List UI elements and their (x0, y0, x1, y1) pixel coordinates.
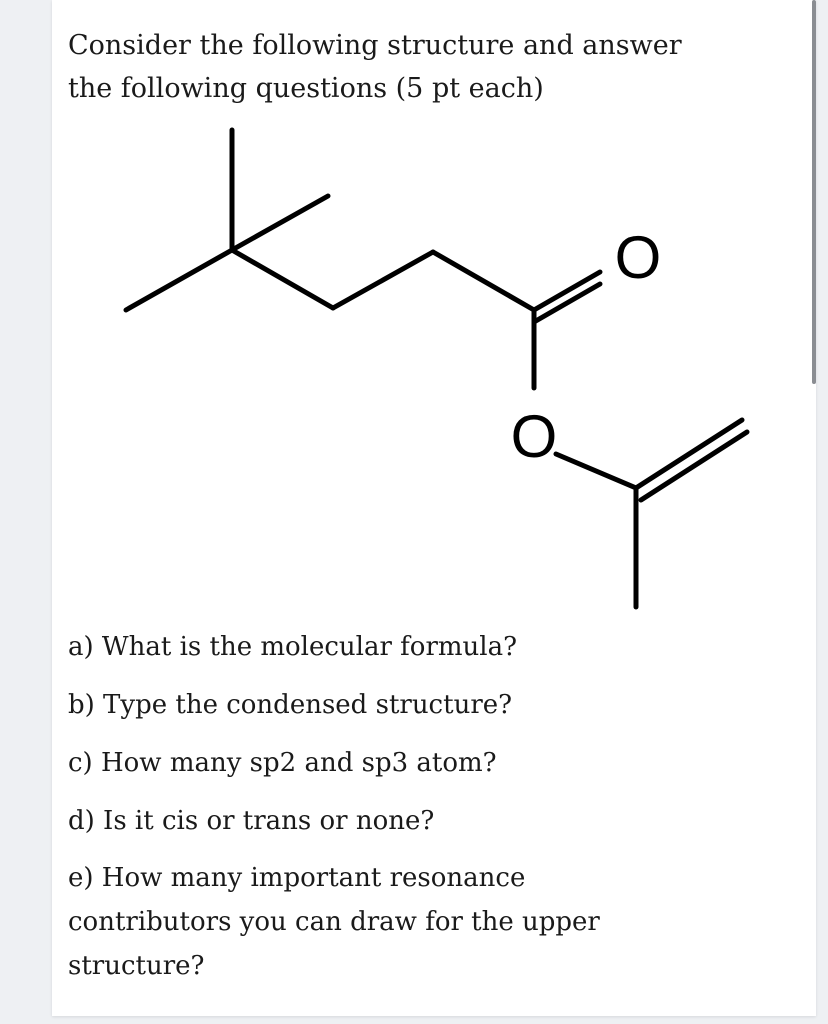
question-e (68, 856, 708, 988)
question-b: b) Type the condensed structure? (68, 690, 513, 720)
bond (556, 454, 636, 488)
question-a: a) What is the molecular formula? (68, 632, 518, 662)
bond (232, 250, 333, 308)
scrollbar[interactable] (812, 0, 816, 384)
question-d: d) Is it cis or trans or none? (68, 806, 435, 836)
question-list (68, 624, 708, 988)
question-c: c) How many sp2 and sp3 atom? (68, 748, 497, 778)
question-e-line-3: structure? (68, 951, 205, 981)
carbonyl-oxygen-label: O (614, 224, 662, 291)
question-e-line-2: contributors you can draw for the upper (68, 907, 600, 937)
header-line-2: the following questions (5 pt each) (68, 73, 544, 104)
header-line-1: Consider the following structure and answer (68, 30, 682, 61)
bond (433, 252, 534, 310)
bond (641, 432, 747, 500)
bond (126, 250, 232, 310)
question-e-line-1: e) How many important resonance (68, 863, 526, 893)
bond (333, 252, 433, 308)
ester-oxygen-label: O (510, 403, 558, 470)
bond (636, 420, 742, 488)
bond (232, 196, 328, 250)
